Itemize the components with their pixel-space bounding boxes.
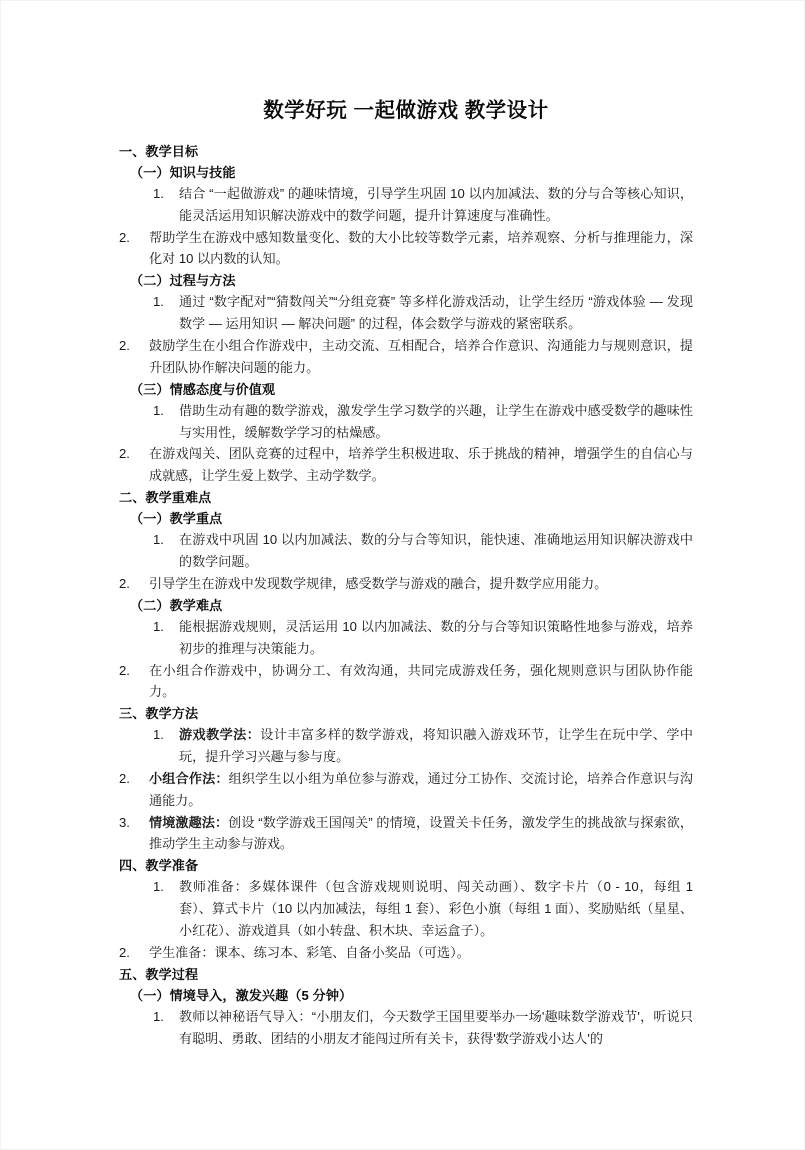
- list-item-marker: 2.: [119, 944, 130, 960]
- list-item-text: 鼓励学生在小组合作游戏中，主动交流、互相配合，培养合作意识、沟通能力与规则意识，提升团队协作解决问题的能力。: [149, 338, 693, 375]
- list-item-marker: 1.: [153, 402, 164, 418]
- list-item-body: [149, 768, 693, 812]
- section-heading: 二、教学重难点: [119, 490, 212, 506]
- list-item-body: [179, 529, 693, 573]
- list-item-text: 引导学生在游戏中发现数学规律，感受数学与游戏的融合，提升数学应用能力。: [149, 576, 608, 592]
- list-item-marker: 1.: [153, 619, 164, 635]
- list-item-body: [149, 573, 693, 595]
- list-item: [119, 768, 693, 812]
- list-item-marker: 2.: [119, 662, 130, 678]
- document-content: [119, 97, 693, 1050]
- subsection-heading: （一）教学重点: [130, 511, 223, 527]
- list-item-text: 帮助学生在游戏中感知数量变化、数的大小比较等数学元素，培养观察、分析与推理能力，深化对 10 以内数的认知。: [149, 229, 693, 267]
- list-item-body: [179, 183, 693, 227]
- subsection-heading: （二）过程与方法: [130, 273, 236, 289]
- list-item-marker: 1.: [153, 532, 164, 548]
- list-item: [153, 724, 693, 768]
- list-item: [119, 812, 693, 856]
- list-item-text: 通过 “数字配对”“猜数闯关”“分组竞赛” 等多样化游戏活动，让学生经历 “游戏体验 — 发现数学 — 运用知识 — 解决问题” 的过程，体会数学与游戏的紧密联系。: [179, 294, 693, 332]
- section-heading: 一、教学目标: [119, 143, 199, 159]
- list-item: [153, 291, 693, 335]
- list-item-body: [179, 400, 693, 444]
- list-item-body: [149, 443, 693, 487]
- list-item: [153, 183, 693, 227]
- list-item: [119, 335, 693, 379]
- list-item-marker: 1.: [153, 186, 164, 202]
- list-item-text: 在游戏中巩固 10 以内加减法、数的分与合等知识，能快速、准确地运用知识解决游戏中的数学问题。: [179, 532, 693, 570]
- list-item-body: [179, 1006, 693, 1050]
- list-item-body: [179, 876, 693, 941]
- list-item-body: [179, 291, 693, 335]
- section-heading: 四、教学准备: [119, 858, 199, 874]
- list-item-text: 借助生动有趣的数学游戏，激发学生学习数学的兴趣，让学生在游戏中感受数学的趣味性与实用性，缓解数学学习的枯燥感。: [179, 402, 693, 440]
- document-body: [119, 141, 693, 1050]
- list-item-body: [149, 335, 693, 379]
- list-item-label: 小组合作法：: [149, 771, 229, 787]
- list-item-marker: 1.: [153, 879, 164, 895]
- list-item: [119, 443, 693, 487]
- list-item-marker: 1.: [153, 727, 164, 743]
- list-item-marker: 1.: [153, 1009, 164, 1025]
- list-item-marker: 2.: [119, 338, 130, 354]
- list-item: [153, 876, 693, 941]
- list-item: [119, 573, 693, 595]
- list-item-marker: 2.: [119, 576, 130, 592]
- list-item-marker: 2.: [119, 446, 130, 462]
- list-item-body: [149, 660, 693, 704]
- list-item-marker: 1.: [153, 294, 164, 310]
- list-item-text: 结合 “一起做游戏” 的趣味情境，引导学生巩固 10 以内加减法、数的分与合等核心知识，能灵活运用知识解决游戏中的数学问题，提升计算速度与准确性。: [179, 186, 693, 223]
- section-heading: 五、教学过程: [119, 966, 199, 982]
- list-item-text: 学生准备：课本、练习本、彩笔、自备小奖品（可选）。: [149, 944, 470, 960]
- list-item-body: [179, 616, 693, 660]
- list-item: [119, 227, 693, 271]
- list-item-text: 在小组合作游戏中，协调分工、有效沟通，共同完成游戏任务，强化规则意识与团队协作能力。: [149, 662, 693, 700]
- list-item-label: 游戏教学法：: [179, 727, 261, 743]
- subsection-heading: （一）情境导入，激发兴趣（5 分钟）: [130, 987, 353, 1003]
- subsection-heading: （二）教学难点: [130, 597, 223, 613]
- list-item-body: [179, 724, 693, 768]
- subsection-heading: （三）情感态度与价值观: [130, 381, 276, 397]
- list-item-text: 创设 “数学游戏王国闯关” 的情境，设置关卡任务，激发学生的挑战欲与探索欲，推动学生主动参与游戏。: [149, 814, 693, 852]
- section-heading: 三、教学方法: [119, 706, 199, 722]
- page-title: 数学好玩 一起做游戏 教学设计: [263, 99, 549, 122]
- list-item-label: 情境激趣法：: [149, 814, 229, 830]
- list-item-text: 教师以神秘语气导入：“小朋友们，今天数学王国里要举办一场'趣味数学游戏节'，听说只有聪明、勇敢、团结的小朋友才能闯过所有关卡，获得'数学游戏小达人'的: [179, 1009, 693, 1046]
- list-item: [153, 616, 693, 660]
- list-item-body: [149, 812, 693, 856]
- list-item: [119, 942, 693, 964]
- list-item-body: [149, 942, 693, 964]
- list-item-body: [149, 227, 693, 271]
- list-item-text: 教师准备：多媒体课件（包含游戏规则说明、闯关动画）、数字卡片（0 - 10，每组 1 套）、算式卡片（10 以内加减法，每组 1 套）、彩色小旗（每组 1 面）、奖励贴纸（星星、小红花）、游戏道具（如小转盘、积木块、幸运盒子）。: [179, 879, 693, 939]
- list-item-text: 在游戏闯关、团队竞赛的过程中，培养学生积极进取、乐于挑战的精神，增强学生的自信心与成就感，让学生爱上数学、主动学数学。: [149, 446, 693, 484]
- list-item-marker: 2.: [119, 229, 130, 245]
- list-item-marker: 2.: [119, 771, 130, 787]
- list-item-text: 设计丰富多样的数学游戏，将知识融入游戏环节，让学生在玩中学、学中玩，提升学习兴趣与参与度。: [179, 727, 694, 765]
- list-item-text: 能根据游戏规则，灵活运用 10 以内加减法、数的分与合等知识策略性地参与游戏，培养初步的推理与决策能力。: [179, 619, 693, 656]
- list-item-text: 组织学生以小组为单位参与游戏，通过分工协作、交流讨论，培养合作意识与沟通能力。: [149, 771, 694, 808]
- list-item-marker: 3.: [119, 814, 130, 830]
- list-item: [119, 660, 693, 704]
- list-item: [153, 1006, 693, 1050]
- list-item: [153, 400, 693, 444]
- subsection-heading: （一）知识与技能: [130, 164, 236, 180]
- list-item: [153, 529, 693, 573]
